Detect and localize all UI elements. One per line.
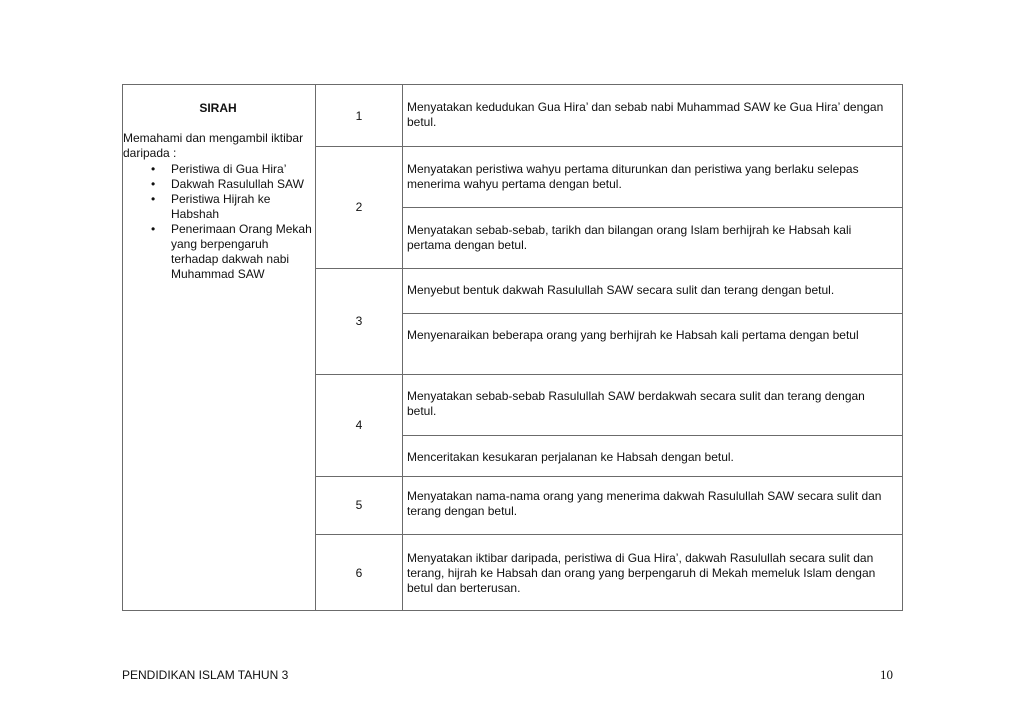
- bullet-dot-icon: •: [151, 162, 156, 176]
- column-divider-right: [402, 84, 403, 610]
- topic-heading: SIRAH: [199, 101, 237, 115]
- level-number: 6: [355, 566, 363, 580]
- criteria-text: Menyatakan sebab-sebab Rasulullah SAW berdakwah secara sulit dan terang dengan betul.: [407, 389, 865, 418]
- level-number: 5: [355, 498, 363, 512]
- level-number: 1: [355, 109, 363, 123]
- row-divider: [316, 268, 902, 269]
- page-number: 10: [880, 667, 893, 682]
- level-number: 3: [355, 314, 363, 328]
- bullet-dot-icon: •: [151, 192, 156, 206]
- item-divider: [403, 435, 902, 436]
- criteria-text: Menyebut bentuk dakwah Rasulullah SAW secara sulit dan terang dengan betul.: [407, 283, 835, 297]
- level-number: 4: [355, 418, 363, 432]
- row-divider: [316, 534, 902, 535]
- item-divider: [403, 207, 902, 208]
- criteria-text: Menceritakan kesukaran perjalanan ke Habsah dengan betul.: [407, 450, 734, 464]
- criteria-text: Menyatakan nama-nama orang yang menerima dakwah Rasulullah SAW secara sulit dan terang dengan betul.: [407, 489, 882, 518]
- bullet-dot-icon: •: [151, 177, 156, 191]
- topic-intro: Memahami dan mengambil iktibar daripada :: [123, 131, 304, 160]
- topic-bullets: [123, 162, 313, 282]
- criteria-text: Menyatakan kedudukan Gua Hira’ dan sebab nabi Muhammad SAW ke Gua Hira’ dengan betul.: [407, 100, 884, 129]
- list-item: • Peristiwa Hijrah ke Habshah: [151, 192, 271, 221]
- item-divider: [403, 313, 902, 314]
- criteria-text: Menyatakan iktibar daripada, peristiwa di Gua Hira’, dakwah Rasulullah secara sulit dan terang, hijrah ke Habsah dan orang yang berpengaruh di Mekah memeluk Islam dengan betul dan berterusan.: [407, 551, 876, 595]
- list-item: • Penerimaan Orang Mekah yang berpengaruh terhadap dakwah nabi Muhammad SAW: [151, 222, 312, 281]
- topic-cell: [122, 84, 314, 610]
- bullet-dot-icon: •: [151, 222, 156, 236]
- criteria-text: Menyatakan sebab-sebab, tarikh dan bilangan orang Islam berhijrah ke Habsah kali pertama dengan betul.: [407, 223, 852, 252]
- criteria-text: Menyenaraikan beberapa orang yang berhijrah ke Habsah kali pertama dengan betul: [407, 328, 859, 342]
- footer-subject: PENDIDIKAN ISLAM TAHUN 3: [122, 668, 289, 682]
- row-divider: [316, 146, 902, 147]
- list-item: • Dakwah Rasulullah SAW: [151, 177, 304, 191]
- list-item: • Peristiwa di Gua Hira’: [151, 162, 287, 176]
- criteria-text: Menyatakan peristiwa wahyu pertama diturunkan dan peristiwa yang berlaku selepas menerima wahyu pertama dengan betul.: [407, 162, 859, 191]
- level-number: 2: [355, 200, 363, 214]
- row-divider: [316, 374, 902, 375]
- column-divider-left: [315, 84, 316, 610]
- rubric-table: [122, 84, 902, 610]
- row-divider: [316, 476, 902, 477]
